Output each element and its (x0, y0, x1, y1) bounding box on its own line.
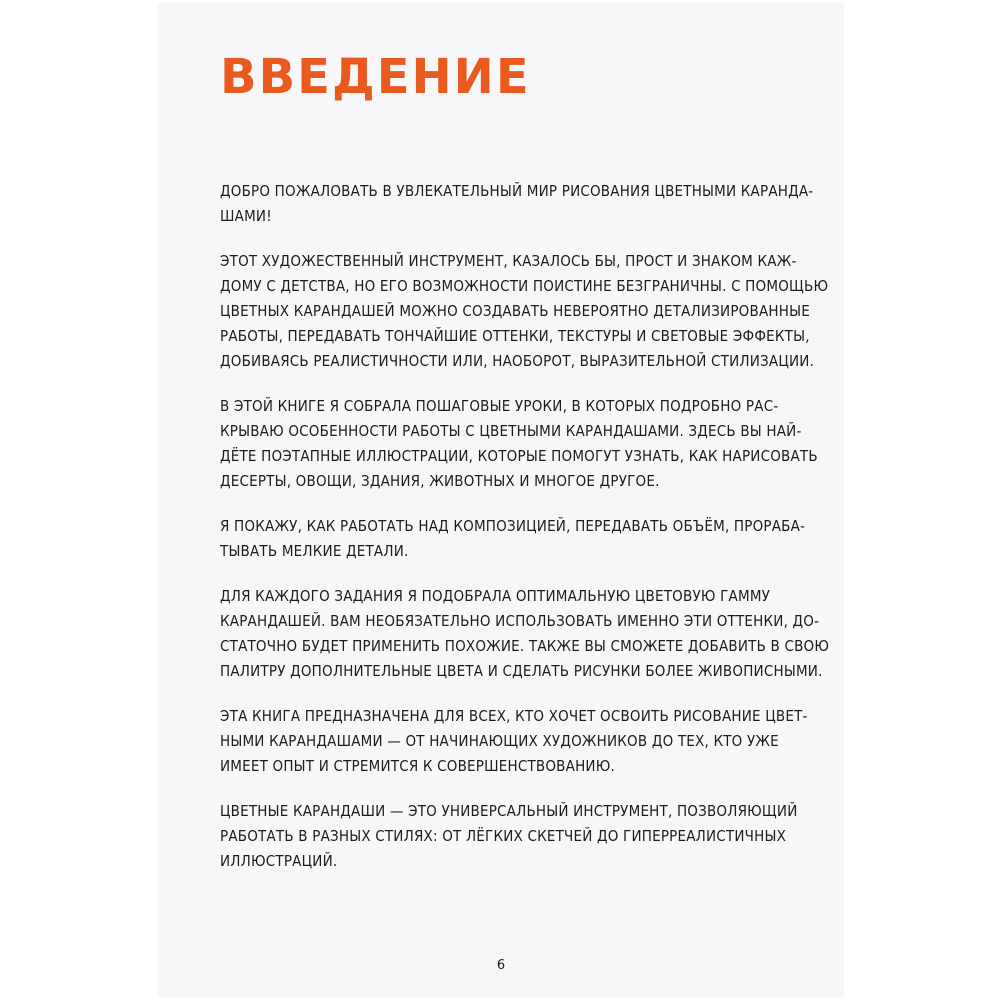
text-line: НЫМИ КАРАНДАШАМИ — ОТ НАЧИНАЮЩИХ ХУДОЖНИКОВ ДО ТЕХ, КТО УЖЕ (220, 732, 779, 750)
text-line: ТЫВАТЬ МЕЛКИЕ ДЕТАЛИ. (220, 542, 409, 560)
text-line: ДОМУ С ДЕТСТВА, НО ЕГО ВОЗМОЖНОСТИ ПОИСТИНЕ БЕЗГРАНИЧНЫ. С ПОМОЩЬЮ (220, 277, 829, 295)
text-line: ЭТОТ ХУДОЖЕСТВЕННЫЙ ИНСТРУМЕНТ, КАЗАЛОСЬ БЫ, ПРОСТ И ЗНАКОМ КАЖ- (220, 252, 797, 270)
book-page (158, 3, 844, 997)
text-line: ДЕСЕРТЫ, ОВОЩИ, ЗДАНИЯ, ЖИВОТНЫХ И МНОГОЕ ДРУГОЕ. (220, 472, 660, 490)
body-text (220, 179, 830, 894)
text-line: РАБОТАТЬ В РАЗНЫХ СТИЛЯХ: ОТ ЛЁГКИХ СКЕТЧЕЙ ДО ГИПЕРРЕАЛИСТИЧНЫХ (220, 827, 787, 845)
paragraph (220, 179, 814, 229)
text-line: ЭТА КНИГА ПРЕДНАЗНАЧЕНА ДЛЯ ВСЕХ, КТО ХОЧЕТ ОСВОИТЬ РИСОВАНИЕ ЦВЕТ- (220, 707, 808, 725)
text-line: ДОБИВАЯСЬ РЕАЛИСТИЧНОСТИ ИЛИ, НАОБОРОТ, ВЫРАЗИТЕЛЬНОЙ СТИЛИЗАЦИИ. (220, 352, 815, 370)
text-line: ШАМИ! (220, 207, 272, 225)
text-line: ДОБРО ПОЖАЛОВАТЬ В УВЛЕКАТЕЛЬНЫЙ МИР РИСОВАНИЯ ЦВЕТНЫМИ КАРАНДА- (220, 182, 814, 200)
text-line: РАБОТЫ, ПЕРЕДАВАТЬ ТОНЧАЙШИЕ ОТТЕНКИ, ТЕКСТУРЫ И СВЕТОВЫЕ ЭФФЕКТЫ, (220, 327, 810, 345)
paragraph (220, 704, 808, 779)
text-line: СТАТОЧНО БУДЕТ ПРИМЕНИТЬ ПОХОЖИЕ. ТАКЖЕ ВЫ СМОЖЕТЕ ДОБАВИТЬ В СВОЮ (220, 637, 830, 655)
text-line: ИМЕЕТ ОПЫТ И СТРЕМИТСЯ К СОВЕРШЕНСТВОВАНИЮ. (220, 757, 615, 775)
text-line: ДЛЯ КАЖДОГО ЗАДАНИЯ Я ПОДОБРАЛА ОПТИМАЛЬНУЮ ЦВЕТОВУЮ ГАММУ (220, 587, 771, 605)
text-line: КРЫВАЮ ОСОБЕННОСТИ РАБОТЫ С ЦВЕТНЫМИ КАРАНДАШАМИ. ЗДЕСЬ ВЫ НАЙ- (220, 422, 802, 440)
paragraph (220, 394, 818, 494)
page-number: 6 (496, 958, 506, 973)
text-line: ИЛЛЮСТРАЦИЙ. (220, 852, 338, 870)
text-line: ЦВЕТНЫЕ КАРАНДАШИ — ЭТО УНИВЕРСАЛЬНЫЙ ИНСТРУМЕНТ, ПОЗВОЛЯЮЩИЙ (220, 802, 798, 820)
text-line: ЦВЕТНЫХ КАРАНДАШЕЙ МОЖНО СОЗДАВАТЬ НЕВЕРОЯТНО ДЕТАЛИЗИРОВАННЫЕ (220, 302, 810, 320)
text-line: В ЭТОЙ КНИГЕ Я СОБРАЛА ПОШАГОВЫЕ УРОКИ, В КОТОРЫХ ПОДРОБНО РАС- (220, 397, 779, 415)
text-line: Я ПОКАЖУ, КАК РАБОТАТЬ НАД КОМПОЗИЦИЕЙ, ПЕРЕДАВАТЬ ОБЪЁМ, ПРОРАБА- (220, 517, 806, 535)
paragraph (220, 514, 806, 564)
text-line: ДЁТЕ ПОЭТАПНЫЕ ИЛЛЮСТРАЦИИ, КОТОРЫЕ ПОМОГУТ УЗНАТЬ, КАК НАРИСОВАТЬ (220, 447, 818, 465)
paragraph (220, 249, 829, 374)
paragraph (220, 584, 830, 684)
text-line: КАРАНДАШЕЙ. ВАМ НЕОБЯЗАТЕЛЬНО ИСПОЛЬЗОВАТЬ ИМЕННО ЭТИ ОТТЕНКИ, ДО- (220, 612, 820, 630)
text-line: ПАЛИТРУ ДОПОЛНИТЕЛЬНЫЕ ЦВЕТА И СДЕЛАТЬ РИСУНКИ БОЛЕЕ ЖИВОПИСНЫМИ. (220, 662, 823, 680)
paragraph (220, 799, 798, 874)
page-title: ВВЕДЕНИЕ (220, 49, 531, 105)
